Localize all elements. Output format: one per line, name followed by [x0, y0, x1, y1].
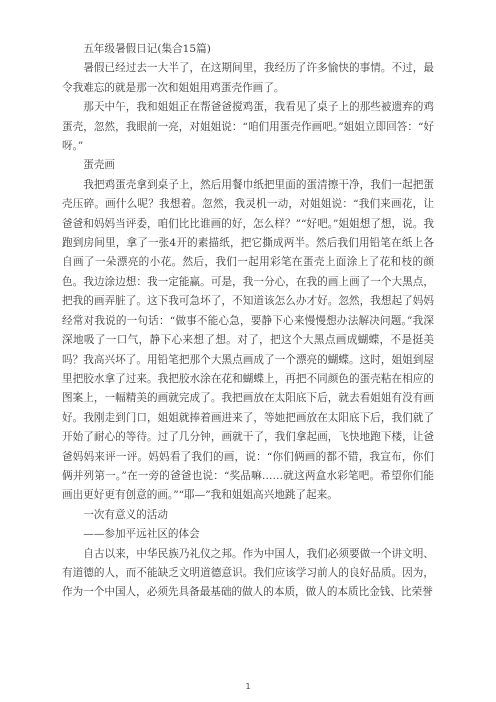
paragraph: 我把鸡蛋壳拿到桌子上，然后用餐巾纸把里面的蛋清擦干净，我们一起把蛋壳压碎。画什么呢？我想着。忽然，我灵机一动，对姐姐说：“我们来画花，让爸爸和妈妈当评委，咱们比比谁画的好，怎么样？”“好吧。”姐姐想了想，说。我跑到房间里，拿了一张4开的素描纸，把它撕成两半。然后我们用铅笔在纸上各自画了一朵漂亮的小花。然后，我们一起用彩笔在蛋壳上面涂上了花和枝的颜色。我边涂边想：我一定能赢。可是，我一分心，在我的画上画了一个大黑点，把我的画弄脏了。这下我可急坏了，不知道该怎么办才好。忽然，我想起了妈妈经常对我说的一句话：“做事不能心急，要静下心来慢慢想办法解决问题。”我深深地吸了一口气，静下心来想了想。对了，把这个大黑点画成蝴蝶，不是挺美吗？我高兴坏了。用铅笔把那个大黑点画成了一个漂亮的蝴蝶。这时，姐姐到屋里把胶水拿了过来。我把胶水涂在花和蝴蝶上，再把不同颜色的蛋壳粘在相应的图案上，一幅精美的画就完成了。我把画放在太阳底下后，就去看姐姐有没有画好。我刚走到门口，姐姐就捧着画进来了，等她把画放在太阳底下后，我们就了开始了耐心的等待。过了几分钟，画就干了，我们拿起画，飞快地跑下楼，让爸爸妈妈来评一评。妈妈看了我们的画，说：“你们俩画的都不错，我宣布，你们俩并列第一。”在一旁的爸爸也说：“奖品嘛……就这两盒水彩笔吧。希望你们能画出更好更有创意的画。”“耶—”我和姐姐高兴地跳了起来。 — [62, 178, 434, 502]
document-title: 五年级暑假日记(集合15篇) — [83, 43, 211, 55]
paragraph: 那天中午，我和姐姐正在帮爸爸搅鸡蛋，我看见了桌子上的那些被遗弃的鸡蛋壳，忽然，我眼前一亮，对姐姐说：“咱们用蛋壳作画吧。”姐姐立即回答：“好呀。” — [62, 101, 434, 153]
page-number: 1 — [245, 682, 251, 691]
paragraph: 自古以来，中华民族乃礼仪之邦。作为中国人，我们必须要做一个讲文明、有道德的人，而不能缺乏文明道德意识。我们应该学习前人的良好品质。因为，作为一个中国人，必须先具备最基础的做人的本质，做人的本质比金钱、比荣誉 — [62, 547, 434, 599]
section-heading: 一次有意义的活动 — [83, 508, 168, 521]
paragraph: 暑假已经过去一大半了，在这期间里，我经历了许多愉快的事情。不过，最令我难忘的就是那一次和姐姐用鸡蛋壳作画了。 — [62, 62, 434, 94]
section-heading: 蛋壳画 — [83, 159, 115, 172]
document-body — [62, 40, 434, 603]
section-subheading: ——参加平远社区的体会 — [83, 528, 200, 541]
